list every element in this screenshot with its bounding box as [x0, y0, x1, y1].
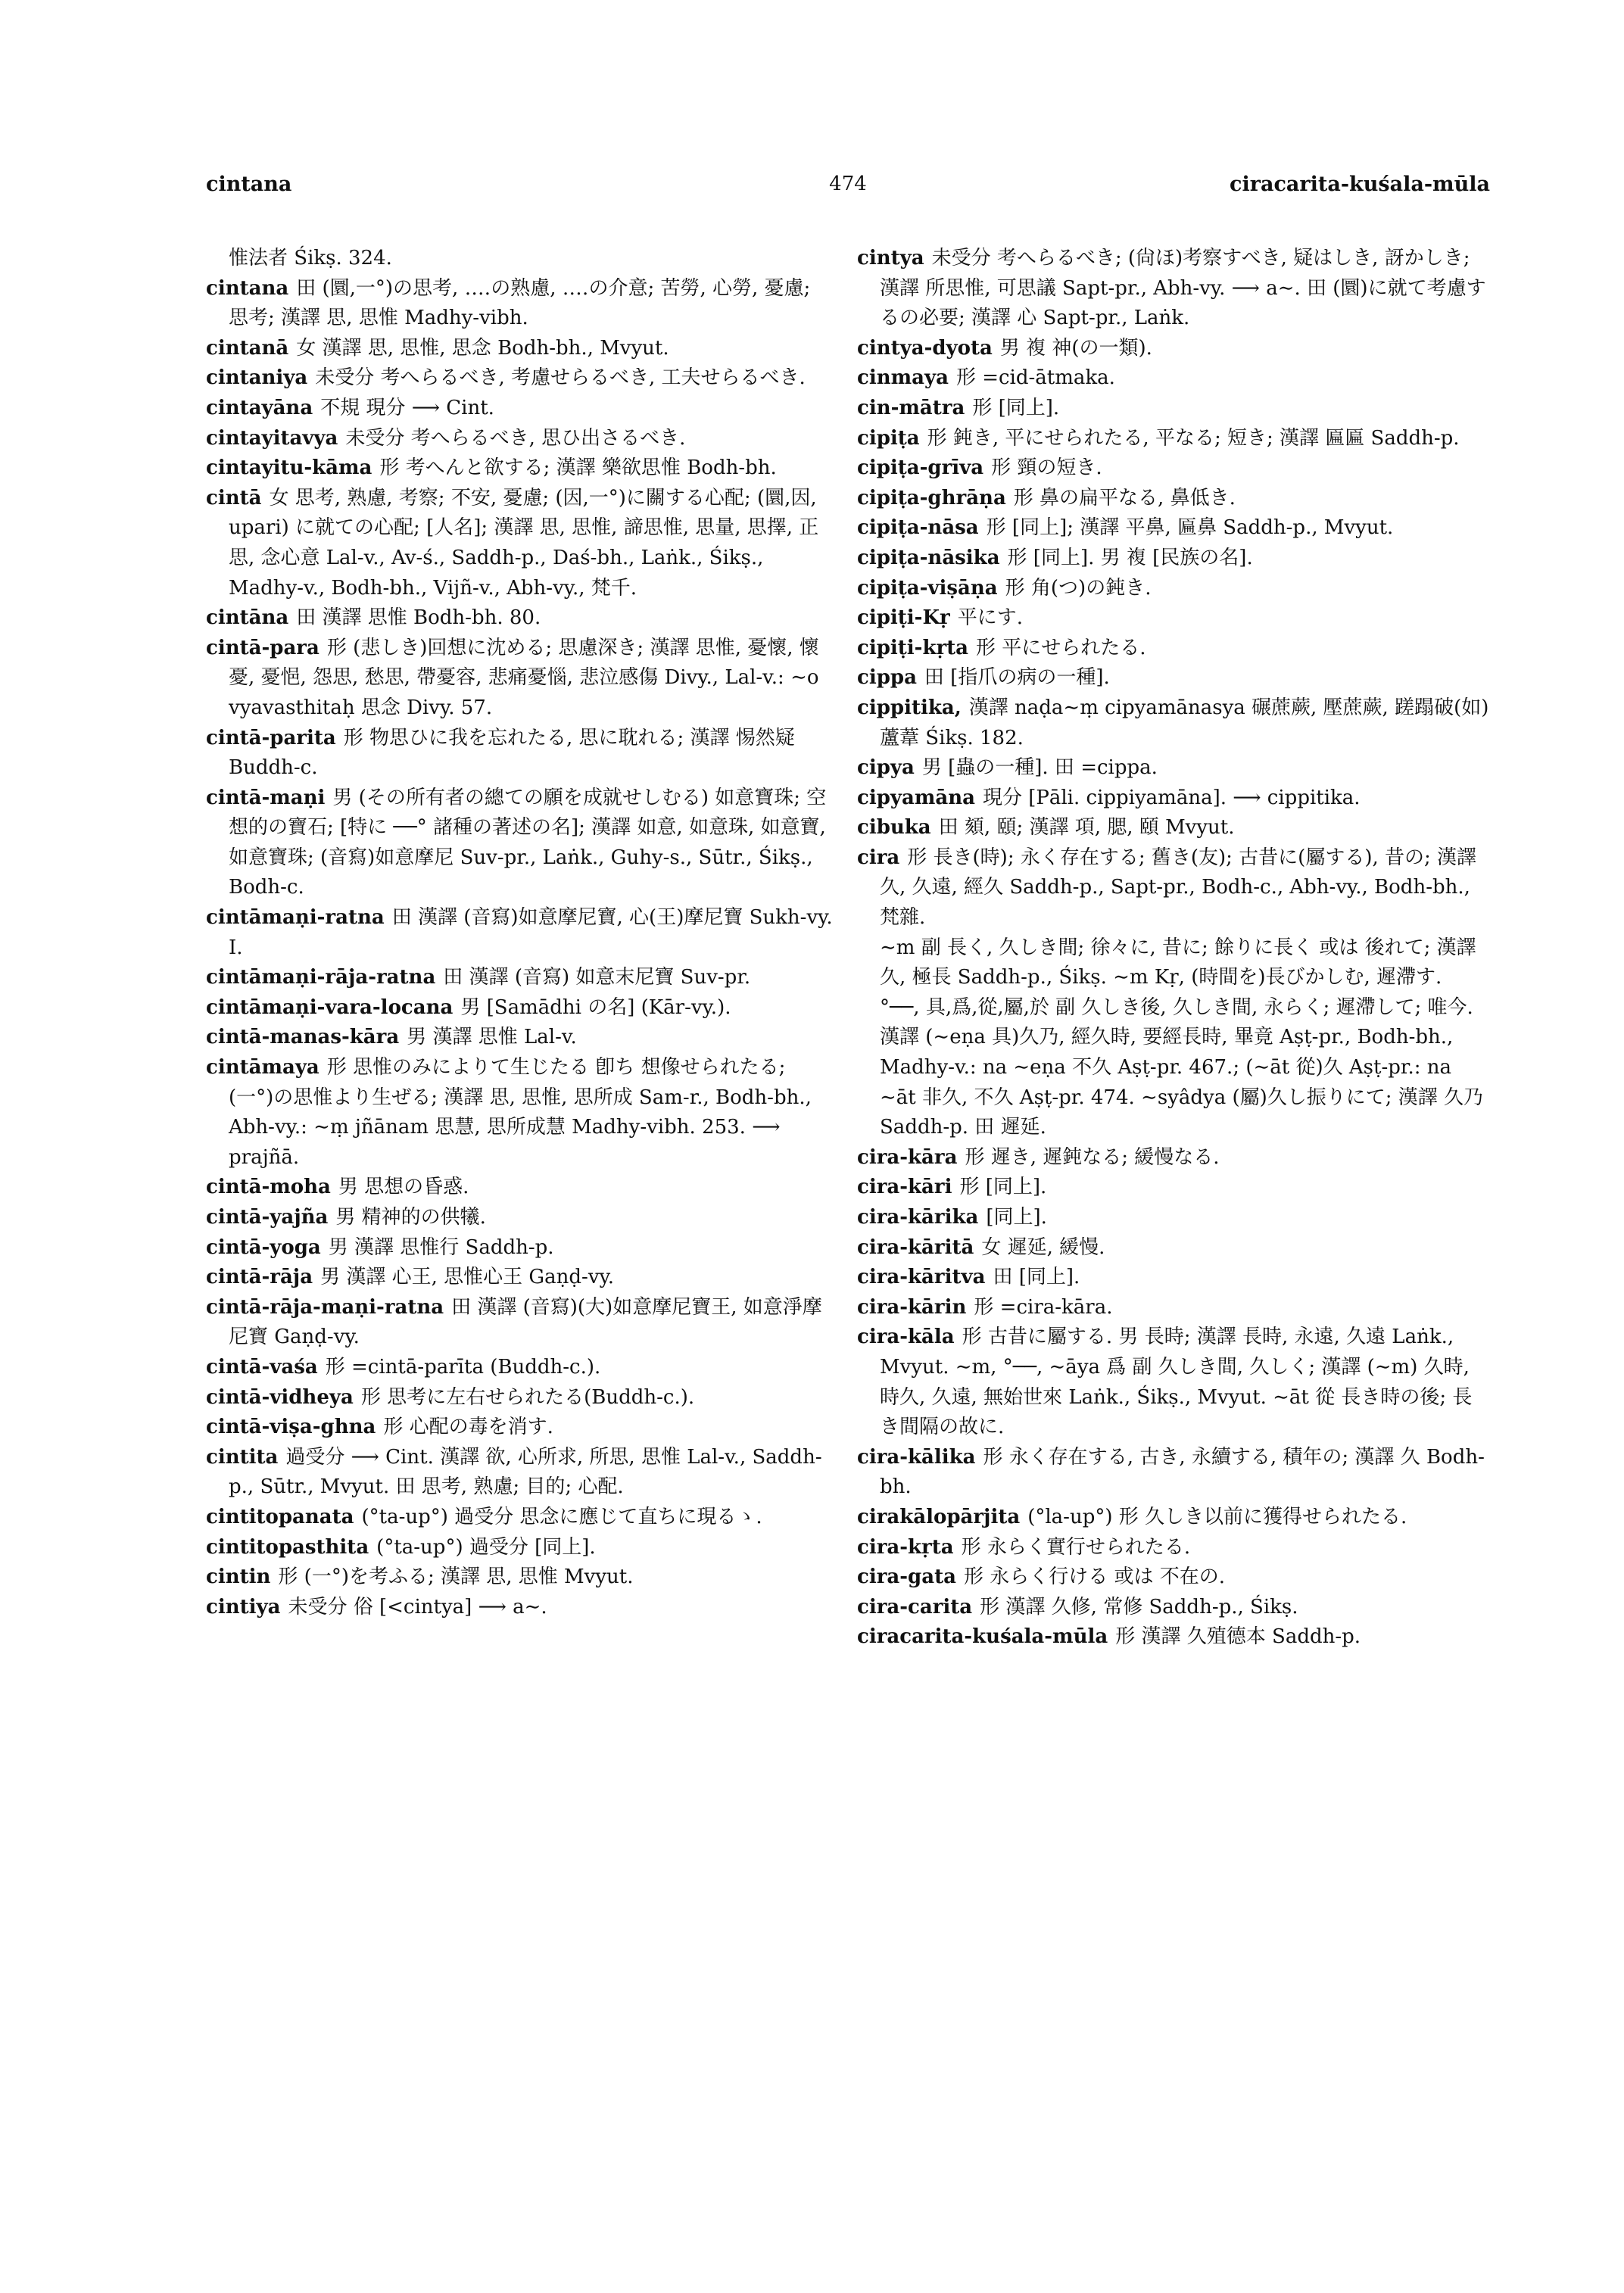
dictionary-entry: [857, 244, 1490, 334]
entry-headword: cipiṭi-Kṛ: [857, 606, 950, 630]
dictionary-entry: [857, 544, 1490, 574]
dictionary-entry: [857, 1293, 1490, 1323]
entry-definition: 女 思考, 熟慮, 考察; 不安, 憂慮; (因,一°)に關する心配; (圜,因, upari) に就ての心配; [人名]; 漢譯 思, 思惟, 諦思惟, 思量, 思擇, 正思, 念心意 Lal-v., Av-ś., Saddh-p., Daś-bh., Laṅk., Śikṣ., Madhy-v., Bodh-bh., Vijñ-v., Abh-vy., 梵千.: [229, 486, 819, 600]
entry-headword: cipiṭa-nāsa: [857, 516, 979, 540]
dictionary-entry: [857, 1173, 1490, 1203]
entry-headword: cira-kālika: [857, 1445, 976, 1469]
entry-headword: cintya-dyota: [857, 336, 993, 360]
dictionary-entry: [857, 453, 1490, 484]
page-header: [206, 173, 1490, 206]
page-number: 474: [829, 173, 867, 195]
dictionary-entry: [206, 1233, 836, 1263]
entry-definition: 男 複 神(の一類).: [999, 336, 1152, 360]
entry-definition: 形 角(つ)の鈍き.: [1005, 576, 1152, 600]
entry-headword: cirakālopārjita: [857, 1505, 1021, 1528]
entry-headword: cira-gata: [857, 1566, 956, 1589]
dictionary-entry: [857, 1203, 1490, 1233]
entry-definition: 形 [同上]. 男 複 [民族の名].: [1007, 546, 1253, 569]
entry-headword: cipiṭa-ghrāṇa: [857, 486, 1006, 509]
entry-headword: cintitopanata: [206, 1505, 354, 1528]
entry-definition: 形 考へんと欲する; 漢譯 樂欲思惟 Bodh-bh.: [379, 456, 777, 480]
entry-definition: 形 漢譯 久修, 常修 Saddh-p., Śikṣ.: [980, 1595, 1298, 1618]
entry-definition: [同上].: [986, 1206, 1047, 1229]
dictionary-entry: [857, 574, 1490, 604]
entry-headword: cintaniya: [206, 366, 308, 390]
entry-definition: 田 [同上].: [993, 1266, 1080, 1289]
dictionary-entry: [206, 1353, 836, 1383]
entry-headword: cintya: [857, 247, 924, 269]
entry-definition: 形 (悲しき)回想に沈める; 思慮深き; 漢譯 思惟, 憂懷, 懷憂, 憂悒, 怨思, 愁思, 帶憂容, 悲痛憂惱, 悲泣感傷 Divy., Lal-v.: ∼o vyavasthitaḥ 思念 Divy. 57.: [229, 636, 819, 719]
entry-definition: 女 遲延, 緩慢.: [981, 1235, 1105, 1259]
dictionary-entry: [206, 903, 836, 963]
entry-definition: 形 頸の短き.: [991, 456, 1102, 480]
entry-definition: 男 [Samādhi の名] (Kār-vy.).: [460, 995, 731, 1019]
entry-definition: (°ta-up°) 過受分 [同上].: [376, 1535, 596, 1559]
dictionary-entry: [857, 933, 1490, 993]
dictionary-entry: [857, 1143, 1490, 1173]
dictionary-entry: [206, 634, 836, 724]
entry-headword: cira-kṛta: [857, 1535, 954, 1559]
entry-headword: cintā-yajña: [206, 1206, 329, 1229]
entry-headword: cintin: [206, 1566, 271, 1589]
right-column: [857, 244, 1490, 2182]
entry-headword: cipyamāna: [857, 786, 975, 809]
entry-definition: °──, 具,爲,從,屬,於 副 久しき後, 久しき間, 永らく; 遲滯して; 唯今. 漢譯 (∼eṇa 具)久乃, 經久時, 要經長時, 畢竟 Aṣṭ-pr., Bodh-bh., Madhy-v.: na ∼eṇa 不久 Aṣṭ-pr. 467.; (∼āt 從)久 Aṣṭ-pr.: na ∼āt 非久, 不久 Aṣṭ-pr. 474. ∼syâdya (屬)久し振りにて; 漢譯 久乃 Saddh-p. 田 遲延.: [880, 995, 1484, 1139]
entry-headword: cintā-para: [206, 636, 320, 659]
entry-headword: cintana: [206, 276, 289, 300]
dictionary-entry: [857, 334, 1490, 364]
entry-headword: cintā-yoga: [206, 1235, 321, 1259]
dictionary-entry: [857, 1562, 1490, 1593]
entry-definition: 形 遲き, 遲鈍なる; 緩慢なる.: [965, 1145, 1220, 1169]
entry-headword: cira-kāritva: [857, 1266, 986, 1289]
dictionary-entry: [206, 993, 836, 1023]
entry-headword: cintayitu-kāma: [206, 456, 372, 480]
dictionary-entry: [857, 424, 1490, 454]
entry-definition: 過受分 ⟶ Cint. 漢譯 欲, 心所求, 所思, 思惟 Lal-v., Saddh-p., Sūtr., Mvyut. 田 思考, 熟慮; 目的; 心配.: [229, 1445, 822, 1499]
entry-definition: 形 平にせられたる.: [976, 636, 1146, 659]
entry-definition: 田 漢譯 (音寫)如意摩尼寶, 心(王)摩尼寶 Sukh-vy. I.: [229, 906, 833, 959]
dictionary-entry: [857, 753, 1490, 784]
entry-headword: cipiṭa-nāsika: [857, 546, 1000, 569]
entry-definition: 男 (その所有者の總ての願を成就せしむる) 如意寶珠; 空想的の寶石; [特に ──° 諸種の著述の名]; 漢譯 如意, 如意珠, 如意寶, 如意寶珠; (音寫)如意摩尼 Suv-pr., Laṅk., Guhy-s., Sūtr., Śikṣ., Bodh-c.: [229, 786, 827, 899]
entry-headword: cira-kārika: [857, 1206, 979, 1229]
entry-headword: cintāmaṇi-ratna: [206, 906, 385, 930]
entry-headword: cipiṭi-kṛta: [857, 636, 969, 659]
entry-definition: ∼m 副 長く, 久しき間; 徐々に, 昔に; 餘りに長く 或は 後れて; 漢譯 久, 極長 Saddh-p., Śikṣ. ∼m Kṛ, (時間を)長びかしむ, 遲滯す.: [880, 936, 1476, 989]
entry-definition: 形 =cintā-parīta (Buddh-c.).: [325, 1355, 601, 1379]
entry-headword: cintā-maṇi: [206, 786, 326, 809]
entry-headword: cippitika,: [857, 696, 962, 719]
entry-headword: cintita: [206, 1445, 279, 1469]
dictionary-entry: [857, 1533, 1490, 1563]
entry-definition: 形 (一°)を考ふる; 漢譯 思, 思惟 Mvyut.: [278, 1566, 634, 1589]
entry-headword: cintā-vaśa: [206, 1355, 318, 1379]
entry-definition: 田 [指爪の病の一種].: [924, 666, 1110, 690]
entry-definition: 形 鈍き, 平にせられたる, 平なる; 短き; 漢譯 匾匾 Saddh-p.: [927, 426, 1460, 450]
entry-definition: 田 漢譯 思惟 Bodh-bh. 80.: [296, 606, 541, 630]
dictionary-entry: [206, 1203, 836, 1233]
entry-definition: (°ta-up°) 過受分 思念に應じて直ちに現るゝ.: [361, 1505, 762, 1528]
entry-headword: cintāna: [206, 606, 289, 630]
entry-definition: 田 (圜,一°)の思考, ‥‥の熟慮, ‥‥の介意; 苦勞, 心勞, 憂慮; 思考; 漢譯 思, 思惟 Madhy-vibh.: [229, 276, 811, 330]
entry-headword: cintā-rāja: [206, 1266, 313, 1289]
entry-definition: 現分 [Pāli. cippiyamāna]. ⟶ cippitika.: [982, 786, 1361, 809]
dictionary-entry: [857, 1503, 1490, 1533]
dictionary-entry: [857, 1622, 1490, 1653]
entry-definition: 形 =cid-ātmaka.: [955, 366, 1115, 390]
entry-headword: ciracarita-kuśala-mūla: [857, 1625, 1108, 1649]
entry-headword: cintiya: [206, 1595, 281, 1618]
entry-definition: 男 [蟲の一種]. 田 =cippa.: [921, 756, 1158, 780]
entry-definition: 形 思惟のみによりて生じたる 卽ち 想像せられたる; (一°)の思惟より生ぜる; 漢譯 思, 思惟, 思所成 Sam-r., Bodh-bh., Abh-vy.: ∼ṃ jñānam 思慧, 思所成慧 Madhy-vibh. 253. ⟶ prajñā.: [229, 1056, 812, 1169]
entry-definition: 男 精神的の供犧.: [335, 1206, 486, 1229]
entry-definition: 未受分 考へらるべき, 思ひ出さるべき.: [345, 426, 686, 450]
entry-definition: 田 漢譯 (音寫) 如意末尼寶 Suv-pr.: [443, 966, 751, 989]
dictionary-entry: [206, 1413, 836, 1443]
dictionary-entry: [857, 784, 1490, 814]
entry-definition: 惟法者 Śikṣ. 324.: [229, 247, 392, 269]
entry-headword: cipiṭa-grīva: [857, 456, 984, 480]
entry-definition: 男 漢譯 心王, 思惟心王 Gaṇḍ-vy.: [320, 1266, 615, 1289]
entry-definition: 不規 現分 ⟶ Cint.: [320, 396, 494, 419]
dictionary-entry: [857, 1593, 1490, 1623]
left-column: [206, 244, 836, 2182]
entry-definition: 形 物思ひに我を忘れたる, 思に耽れる; 漢譯 惕然疑 Buddh-c.: [229, 726, 795, 780]
dictionary-entry: [206, 1053, 836, 1173]
entry-headword: cintā-moha: [206, 1176, 331, 1199]
entry-definition: 未受分 俗 [<cintya] ⟶ a∼.: [288, 1595, 547, 1618]
entry-headword: cipiṭa: [857, 426, 920, 450]
entry-headword: cintā: [206, 486, 262, 509]
entry-headword: cippa: [857, 666, 917, 690]
entry-definition: 田 頦, 頤; 漢譯 項, 腮, 頤 Mvyut.: [938, 816, 1235, 840]
entry-definition: 形 永らく行ける 或は 不在の.: [963, 1566, 1225, 1589]
dictionary-entry: [206, 244, 836, 274]
entry-headword: cintā-rāja-maṇi-ratna: [206, 1295, 444, 1319]
entry-definition: 形 [同上].: [972, 396, 1060, 419]
dictionary-entry: [857, 1233, 1490, 1263]
dictionary-entry: [206, 1023, 836, 1053]
entry-headword: cintā-viṣa-ghna: [206, 1416, 376, 1439]
entry-headword: cintanā: [206, 336, 289, 360]
entry-definition: 形 永く存在する, 古き, 永續する, 積年の; 漢譯 久 Bodh-bh.: [880, 1445, 1485, 1499]
dictionary-entry: [206, 1383, 836, 1413]
entry-definition: 形 心配の毒を消す.: [383, 1416, 553, 1439]
entry-headword: cintāmaṇi-rāja-ratna: [206, 966, 436, 989]
dictionary-entry: [206, 394, 836, 424]
entry-headword: cipiṭa-viṣāṇa: [857, 576, 998, 600]
dictionary-entry: [206, 1503, 836, 1533]
entry-headword: cira: [857, 846, 900, 869]
dictionary-entry: [206, 1533, 836, 1563]
dictionary-entry: [206, 784, 836, 903]
header-left-guideword: cintana: [206, 173, 292, 196]
entry-definition: 形 古昔に屬する. 男 長時; 漢譯 長時, 永遠, 久遠 Laṅk., Mvyut. ∼m, °──, ∼āya 爲 副 久しき間, 久しく; 漢譯 (∼m) 久時, 時久, 久遠, 無始世來 Laṅk., Śikṣ., Mvyut. ∼āt 從 長き時の後; 長き間隔の故に.: [880, 1326, 1473, 1439]
entry-definition: 形 [同上].: [959, 1176, 1047, 1199]
entry-definition: 男 思想の昏惑.: [338, 1176, 469, 1199]
entry-definition: 女 漢譯 思, 思惟, 思念 Bodh-bh., Mvyut.: [296, 336, 669, 360]
dictionary-entry: [206, 363, 836, 394]
dictionary-entry: [206, 1293, 836, 1353]
dictionary-entry: [206, 1173, 836, 1203]
entry-definition: 平にす.: [957, 606, 1024, 630]
entry-headword: cintitopasthita: [206, 1535, 369, 1559]
entry-definition: 漢譯 naḍa∼ṃ cipyamānasya 碾蔗蕨, 壓蔗蕨, 蹉蹋破(如)蘆葦 Śikṣ. 182.: [880, 696, 1489, 749]
dictionary-entry: [857, 1443, 1490, 1503]
dictionary-entry: [857, 513, 1490, 544]
entry-definition: 形 漢譯 久殖德本 Saddh-p.: [1115, 1625, 1361, 1649]
entry-definition: 未受分 考へらるべき, 考慮せらるべき, 工夫せらるべき.: [315, 366, 806, 390]
entry-headword: cira-carita: [857, 1595, 973, 1618]
entry-definition: 田 漢譯 (音寫)(大)如意摩尼寶王, 如意淨摩尼寶 Gaṇḍ-vy.: [229, 1295, 822, 1349]
entry-definition: 男 漢譯 思惟行 Saddh-p.: [328, 1235, 554, 1259]
dictionary-entry: [206, 274, 836, 334]
dictionary-entry: [206, 424, 836, 454]
dictionary-entry: [206, 334, 836, 364]
entry-headword: cintayitavya: [206, 426, 338, 450]
dictionary-entry: [857, 634, 1490, 664]
dictionary-entry: [857, 394, 1490, 424]
dictionary-entry: [857, 663, 1490, 693]
dictionary-entry: [206, 484, 836, 603]
dictionary-entry: [206, 1593, 836, 1623]
entry-definition: 形 =cira-kāra.: [974, 1295, 1113, 1319]
dictionary-entry: [206, 963, 836, 993]
header-right-guideword: ciracarita-kuśala-mūla: [1230, 173, 1490, 196]
entry-headword: cintā-vidheya: [206, 1385, 354, 1409]
dictionary-entry: [206, 1263, 836, 1293]
dictionary-entry: [206, 724, 836, 784]
dictionary-entry: [206, 453, 836, 484]
entry-definition: 形 [同上]; 漢譯 平鼻, 匾鼻 Saddh-p., Mvyut.: [986, 516, 1394, 540]
dictionary-entry: [206, 603, 836, 634]
entry-headword: cintā-manas-kāra: [206, 1026, 400, 1049]
entry-definition: 未受分 考へらるべき; (尙ほ)考察すべき, 疑はしき, 訝かしき; 漢譯 所思惟, 可思議 Sapt-pr., Abh-vy. ⟶ a∼. 田 (圜)に就て考慮するの必要; 漢譯 心 Sapt-pr., Laṅk.: [880, 247, 1486, 330]
entry-headword: cinmaya: [857, 366, 949, 390]
entry-definition: 男 漢譯 思惟 Lal-v.: [407, 1026, 577, 1049]
entry-headword: cintāmaya: [206, 1056, 320, 1080]
entry-headword: cin-mātra: [857, 396, 965, 419]
dictionary-entry: [857, 843, 1490, 933]
entry-headword: cibuka: [857, 816, 931, 840]
entry-definition: 形 永らく實行せられたる.: [961, 1535, 1191, 1559]
entry-headword: cira-kāla: [857, 1326, 955, 1349]
dictionary-entry: [857, 1263, 1490, 1293]
entry-definition: 形 思考に左右せられたる(Buddh-c.).: [360, 1385, 695, 1409]
entry-headword: cipya: [857, 756, 915, 780]
dictionary-entry: [857, 484, 1490, 514]
dictionary-entry: [206, 1443, 836, 1503]
entry-headword: cintayāna: [206, 396, 313, 419]
dictionary-entry: [857, 603, 1490, 634]
entry-headword: cira-kārin: [857, 1295, 967, 1319]
entry-definition: (°la-up°) 形 久しき以前に獲得せられたる.: [1027, 1505, 1407, 1528]
dictionary-entry: [857, 1323, 1490, 1442]
entry-definition: 形 鼻の扁平なる, 鼻低き.: [1013, 486, 1236, 509]
dictionary-entry: [206, 1562, 836, 1593]
entry-headword: cintāmaṇi-vara-locana: [206, 995, 454, 1019]
dictionary-entry: [857, 693, 1490, 753]
entry-headword: cira-kāri: [857, 1176, 952, 1199]
entry-definition: 形 長き(時); 永く存在する; 舊き(友); 古昔に(屬する), 昔の; 漢譯 久, 久遠, 經久 Saddh-p., Sapt-pr., Bodh-c., Abh-vy., Bodh-bh., 梵雜.: [880, 846, 1477, 930]
entry-headword: cira-kāritā: [857, 1235, 974, 1259]
dictionary-entry: [857, 363, 1490, 394]
entry-headword: cintā-parita: [206, 726, 336, 749]
dictionary-entry: [857, 813, 1490, 843]
dictionary-entry: [857, 993, 1490, 1143]
entry-headword: cira-kāra: [857, 1145, 958, 1169]
